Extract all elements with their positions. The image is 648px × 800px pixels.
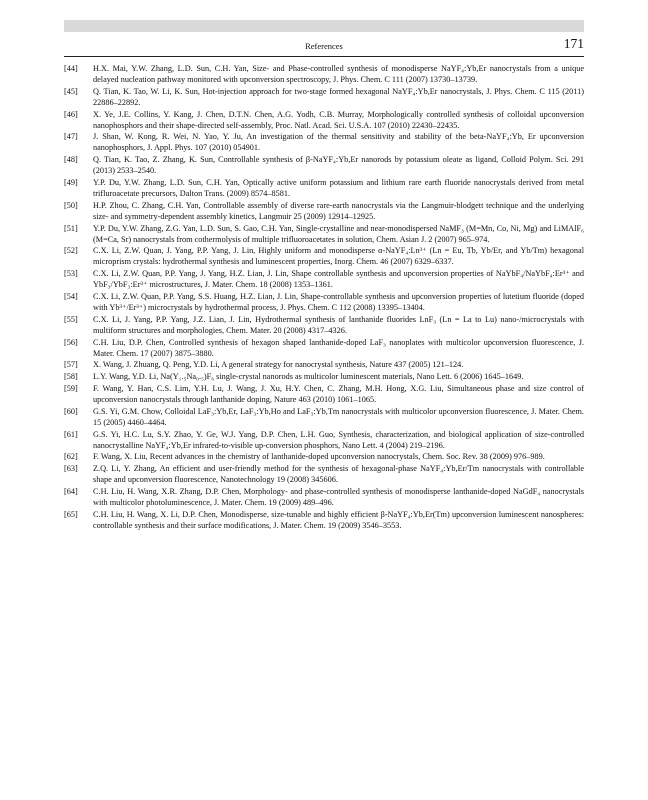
- reference-number: [49]: [64, 177, 78, 187]
- reference-item: [64, 372, 584, 383]
- reference-item: [64, 452, 584, 463]
- reference-item: [64, 487, 584, 509]
- reference-item: [64, 338, 584, 360]
- reference-text: C.X. Li, Z.W. Quan, J. Yang, P.P. Yang, J. Lin, Highly uniform and monodisperse α-NaYF₄:Ln³⁺ (Ln = Eu, Tb, Yb/Er, and Yb/Tm) hexagonal microprism crystals: hydrothermal synthesis and luminescent properties, Inorg. Chem. 46 (2007) 6329–6337.: [93, 246, 584, 267]
- reference-item: [64, 269, 584, 291]
- reference-number: [60]: [64, 406, 78, 416]
- reference-text: X. Ye, J.E. Collins, Y. Kang, J. Chen, D.T.N. Chen, A.G. Yodh, C.B. Murray, Morphologically controlled synthesis of colloidal upconversion nanophosphors and their shape-directed self-assembly, Proc. Natl. Acad. Sci. U.S.A. 107 (2010) 22430–22435.: [93, 109, 584, 130]
- reference-item: [64, 464, 584, 486]
- reference-item: [64, 155, 584, 177]
- reference-item: [64, 292, 584, 314]
- reference-text: Y.P. Du, Y.W. Zhang, L.D. Sun, C.H. Yan, Optically active uniform potassium and lithium rare earth fluoride nanocrystals derived from metal trifluroacetate precursors, Dalton Trans. (2009) 8574–8581.: [93, 177, 584, 198]
- reference-number: [65]: [64, 509, 78, 519]
- reference-text: C.H. Liu, D.P. Chen, Controlled synthesis of hexagon shaped lanthanide-doped LaF₃ nanoplates with multicolor upconversion fluorescence, J. Mater. Chem. 17 (2007) 3875–3880.: [93, 337, 584, 358]
- reference-text: C.H. Liu, H. Wang, X.R. Zhang, D.P. Chen, Morphology- and phase-controlled synthesis of monodisperse lanthanide-doped NaGdF₄ nanocrystals with multicolor photoluminescence, J. Mater. Chem. 19 (2009) 489–496.: [93, 487, 584, 508]
- reference-text: F. Wang, Y. Han, C.S. Lim, Y.H. Lu, J. Wang, J. Xu, H.Y. Chen, C. Zhang, M.H. Hong, X.G. Liu, Simultaneous phase and size control of upconversion nanocrystals through lanthanide doping, Nature 463 (2010) 1061–1065.: [93, 384, 584, 404]
- reference-number: [58]: [64, 372, 78, 382]
- reference-number: [57]: [64, 360, 78, 370]
- reference-item: [64, 110, 584, 132]
- reference-item: [64, 384, 584, 406]
- page-number: 171: [563, 36, 584, 51]
- reference-number: [64]: [64, 487, 78, 497]
- reference-number: [44]: [64, 64, 78, 73]
- reference-item: [64, 64, 584, 86]
- reference-number: [54]: [64, 291, 78, 301]
- reference-item: [64, 510, 584, 532]
- reference-number: [51]: [64, 223, 78, 233]
- reference-number: [45]: [64, 86, 78, 96]
- reference-item: [64, 430, 584, 452]
- reference-text: C.H. Liu, H. Wang, X. Li, D.P. Chen, Monodisperse, size-tunable and highly efficient β-NaYF₄:Yb,Er(Tm) upconversion luminescent nanospheres: controllable synthesis and their surface modifications, J. Mater. Chem. 19 (2009) 3546–3553.: [93, 509, 584, 530]
- reference-text: J. Shan, W. Kong, R. Wei, N. Yao, Y. Ju, An investigation of the thermal sensitivity and stability of the beta-NaYF₄:Yb, Er upconversion nanophosphors, J. Appl. Phys. 107 (2010) 054901.: [93, 132, 584, 153]
- reference-number: [50]: [64, 200, 78, 210]
- reference-number: [46]: [64, 109, 78, 119]
- reference-text: X. Wang, J. Zhuang, Q. Peng, Y.D. Li, A general strategy for nanocrystal synthesis, Nature 437 (2005) 121–124.: [93, 360, 464, 370]
- reference-number: [53]: [64, 269, 78, 279]
- reference-text: Z.Q. Li, Y. Zhang, An efficient and user-friendly method for the synthesis of hexagonal-phase NaYF₄:Yb,Er/Tm nanocrystals with controllable shape and upconversion fluorescence, Nanotechnology 19 (2008) 345606.: [93, 464, 584, 485]
- reference-text: G.S. Yi, G.M. Chow, Colloidal LaF₃:Yb,Er, LaF₃:Yb,Ho and LaF₃:Yb,Tm nanocrystals with multicolor upconversion fluorescence, J. Mater. Chem. 15 (2005) 4460–4464.: [93, 406, 584, 427]
- reference-item: [64, 224, 584, 246]
- reference-item: [64, 360, 584, 371]
- reference-item: [64, 132, 584, 154]
- reference-text: F. Wang, X. Liu, Recent advances in the chemistry of lanthanide-doped upconversion nanocrystals, Chem. Soc. Rev. 38 (2009) 976–989.: [93, 452, 545, 462]
- reference-item: [64, 87, 584, 109]
- reference-text: G.S. Yi, H.C. Lu, S.Y. Zhao, Y. Ge, W.J. Yang, D.P. Chen, L.H. Guo, Synthesis, characterization, and biological application of size-controlled nanocrystalline NaYF₄:Yb,Er infrared-to-visible up-conversion phosphors, Nano Lett. 4 (2004) 219–2196.: [93, 429, 584, 450]
- reference-number: [55]: [64, 314, 78, 324]
- reference-text: H.X. Mai, Y.W. Zhang, L.D. Sun, C.H. Yan, Size- and Phase-controlled synthesis of monodisperse NaYF₄:Yb,Er nanocrystals from a unique delayed nucleation pathway monitored with upconversion spectroscopy, J. Phys. Chem. C 111 (2007) 13730–13739.: [93, 64, 584, 84]
- reference-number: [63]: [64, 464, 78, 474]
- reference-item: [64, 201, 584, 223]
- reference-number: [62]: [64, 452, 78, 462]
- reference-text: Q. Tian, K. Tao, Z. Zhang, K. Sun, Controllable synthesis of β-NaYF₄:Yb,Er nanorods by potassium oleate as ligand, Colloid Polym. Sci. 291 (2013) 2533–2540.: [93, 155, 584, 176]
- reference-item: [64, 407, 584, 429]
- reference-text: Q. Tian, K. Tao, W. Li, K. Sun, Hot-injection approach for two-stage formed hexagonal NaYF₄:Yb,Er nanocrystals, J. Phys. Chem. C 115 (2011) 22886–22892.: [93, 86, 584, 107]
- reference-number: [52]: [64, 246, 78, 256]
- reference-item: [64, 315, 584, 337]
- reference-text: C.X. Li, Z.W. Quan, P.P. Yang, S.S. Huang, H.Z. Lian, J. Lin, Shape-controllable synthesis and upconversion properties of lutetium fluoride (doped with Yb³⁺/Er³⁺) microcrystals by hydrothermal process, J. Phys. Chem. C 112 (2008) 13395–13404.: [93, 291, 584, 312]
- reference-number: [56]: [64, 337, 78, 347]
- reference-number: [48]: [64, 155, 78, 165]
- reference-text: H.P. Zhou, C. Zhang, C.H. Yan, Controllable assembly of diverse rare-earth nanocrystals via the Langmuir-blodgett technique and the underlying size- and symmetry-dependent assembly kinetics, Langmuir 25 (2009) 12914–12925.: [93, 200, 584, 221]
- reference-text: C.X. Li, Z.W. Quan, P.P. Yang, J. Yang, H.Z. Lian, J. Lin, Shape controllable synthesis and upconversion properties of NaYbF₄/NaYbF₄:Er³⁺ and YbF₃/YbF₃:Er³⁺ microstructures, J. Mater. Chem. 18 (2008) 1353–1361.: [93, 269, 584, 290]
- reference-list: [64, 64, 584, 533]
- reference-number: [59]: [64, 384, 78, 394]
- running-title: References: [305, 41, 343, 51]
- reference-item: [64, 246, 584, 268]
- reference-text: C.X. Li, J. Yang, P.P. Yang, J.Z. Lian, J. Lin, Hydrothermal synthesis of lanthanide fluorides LnF₃ (Ln = La to Lu) nano-/microcrystals with multiform structures and morphologies, Chem. Mater. 20 (2008) 4317–4326.: [93, 314, 584, 335]
- reference-number: [61]: [64, 429, 78, 439]
- reference-text: L.Y. Wang, Y.D. Li, Na(Y₁.₅Na₀.₅)F₆ single-crystal nanorods as multicolor luminescent materials, Nano Lett. 6 (2006) 1645–1649.: [93, 372, 524, 382]
- reference-text: Y.P. Du, Y.W. Zhang, Z.G. Yan, L.D. Sun, S. Gao, C.H. Yan, Single-crystalline and near-monodispersed NaMF₃ (M=Mn, Co, Ni, Mg) and LiMAlF₆ (M=Ca, Sr) nanocrystals from cothermolysis of multiple trifluoroacetates in solution, Chem. Asian J. 2 (2007) 965–974.: [93, 223, 584, 244]
- reference-number: [47]: [64, 132, 78, 142]
- reference-item: [64, 178, 584, 200]
- header-bar: [64, 20, 584, 32]
- running-head: [64, 36, 584, 57]
